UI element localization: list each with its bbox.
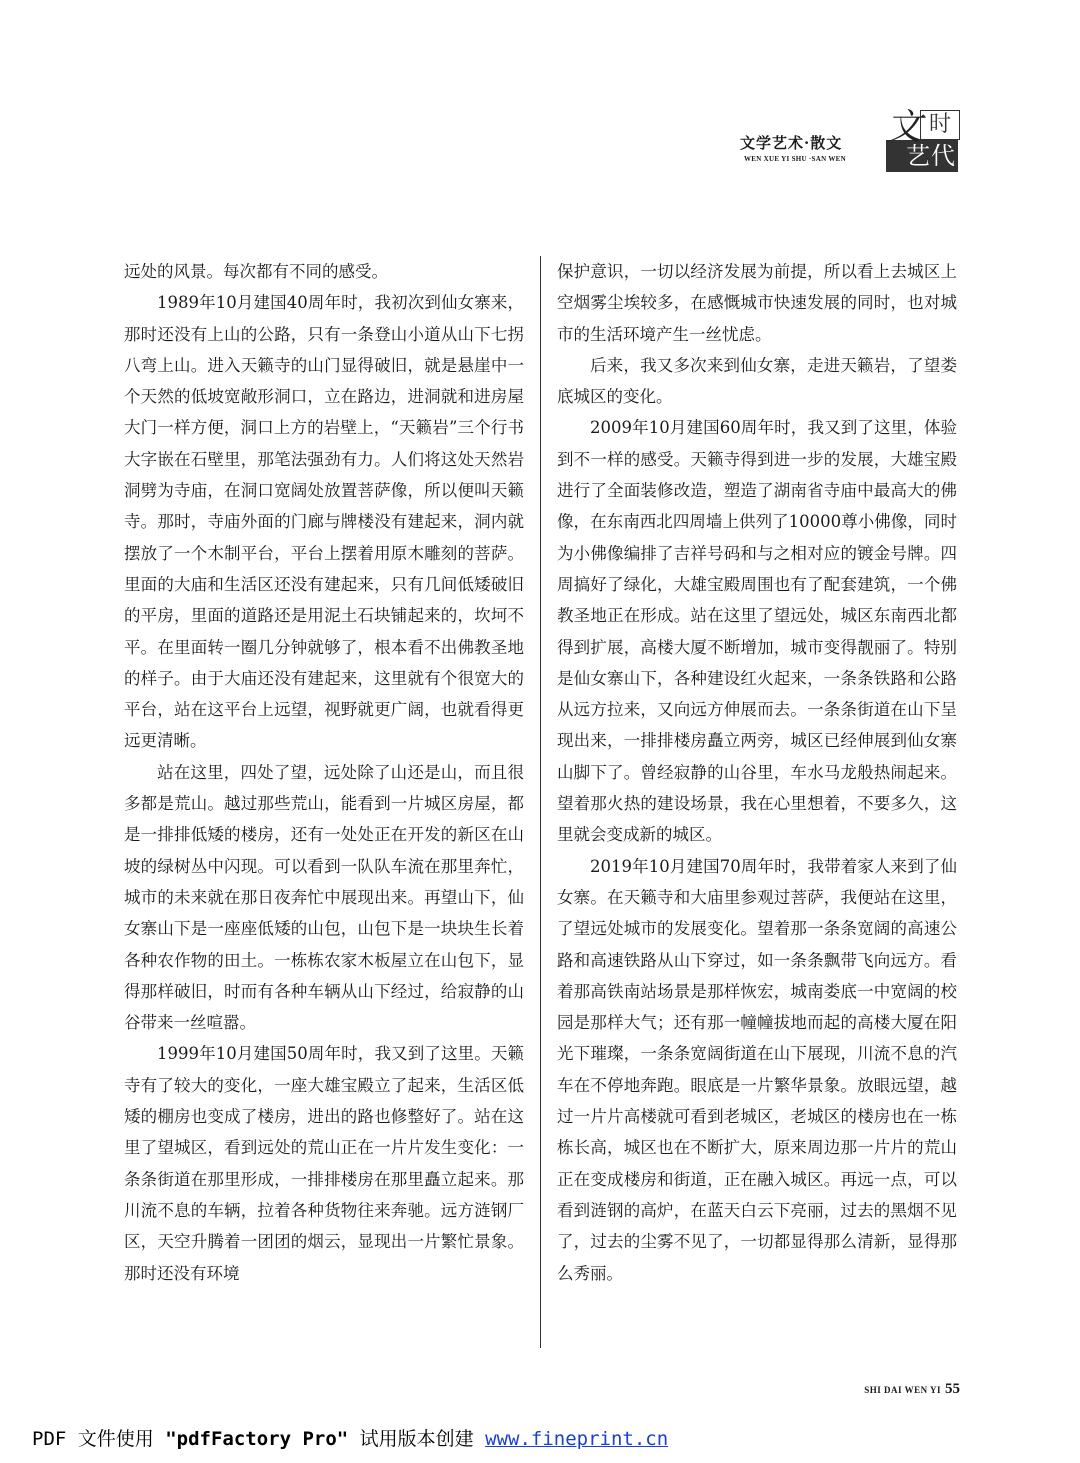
footer-brand: SHI DAI WEN YI bbox=[864, 1385, 941, 1395]
watermark-product: "pdfFactory Pro" bbox=[165, 1428, 349, 1450]
page-number: 55 bbox=[945, 1381, 960, 1397]
section-pinyin: WEN XUE YI SHU ·SAN WEN bbox=[744, 155, 847, 163]
paragraph: 保护意识，一切以经济发展为前提，所以看上去城区上空烟雾尘埃较多，在感慨城市快速发展的同时，也对城市的生活环境产生一丝忧虑。 bbox=[557, 262, 957, 344]
paragraph: 后来，我又多次来到仙女寨，走进天籁岩，了望娄底城区的变化。 bbox=[557, 355, 957, 407]
paragraph: 站在这里，四处了望，远处除了山还是山，而且很多都是荒山。越过那些荒山，能看到一片城区房屋，都是一排排低矮的楼房，还有一处处正在开发的新区在山坡的绿树丛中闪现。可以看到一队队车流在那里奔忙，城市的未来就在那日夜奔忙中展现出来。再望山下，仙女寨山下是一座座低矮的山包，山包下是一块块生长着各种农作物的田土。一栋栋农家木板屋立在山包下，显得那样破旧，时而有各种车辆从山下经过，给寂静的山谷带来一丝喧嚣。 bbox=[124, 762, 524, 1033]
left-column bbox=[124, 256, 524, 1289]
paragraph: 2009年10月建国60周年时，我又到了这里，体验到不一样的感受。天籁寺得到进一步的发展，大雄宝殿进行了全面装修改造，塑造了湖南省寺庙中最高大的佛像，在东南西北四周墙上供列了10000尊小佛像，同时为小佛像编排了吉祥号码和与之相对应的镀金号牌。四周搞好了绿化，大雄宝殿周围也有了配套建筑，一个佛教圣地正在形成。站在这里了望远处，城区东南西北都得到扩展，高楼大厦不断增加，城市变得靓丽了。特别是仙女寨山下，各种建设红火起来，一条条铁路和公路从远方拉来，又向远方伸展而去。一条条街道在山下呈现出来，一排排楼房矗立两旁，城区已经伸展到仙女寨山脚下了。曾经寂静的山谷里，车水马龙般热闹起来。望着那火热的建设场景，我在心里想着，不要多久，这里就会变成新的城区。 bbox=[557, 418, 957, 845]
watermark-middle: 试用版本创建 bbox=[348, 1428, 486, 1450]
page-header bbox=[740, 107, 960, 172]
page-footer bbox=[864, 1378, 960, 1398]
watermark-link[interactable]: www.fineprint.cn bbox=[485, 1428, 669, 1450]
paragraph: 1989年10月建国40周年时，我初次到仙女寨来，那时还没有上山的公路，只有一条登山小道从山下七拐八弯上山。进入天籁寺的山门显得破旧，就是悬崖中一个天然的低坡宽敞形洞口，立在路边，进洞就和进房屋大门一样方便，洞口上方的岩壁上，“天籁岩”三个行书大字嵌在石壁里，那笔法强劲有力。人们将这处天然岩洞劈为寺庙，在洞口宽阔处放置菩萨像，所以便叫天籁寺。那时，寺庙外面的门廊与牌楼没有建起来，洞内就摆放了一个木制平台，平台上摆着用原木雕刻的菩萨。里面的大庙和生活区还没有建起来，只有几间低矮破旧的平房，里面的道路还是用泥土石块铺起来的，坎坷不平。在里面转一圈几分钟就够了，根本看不出佛教圣地的样子。由于大庙还没有建起来，这里就有个很宽大的平台，站在这平台上远望，视野就更广阔，也就看得更远更清晰。 bbox=[124, 293, 524, 751]
pdf-watermark bbox=[32, 1424, 668, 1451]
watermark-prefix: PDF 文件使用 bbox=[32, 1428, 166, 1450]
right-column bbox=[557, 256, 957, 1289]
paragraph: 1999年10月建国50周年时，我又到了这里。天籁寺有了较大的变化，一座大雄宝殿立了起来，生活区低矮的棚房也变成了楼房，进出的路也修整好了。站在这里了望城区，看到远处的荒山正在一片片发生变化：一条条街道在那里形成，一排排楼房在那里矗立起来。那川流不息的车辆，拉着各种货物往来奔驰。远方涟钢厂区，天空升腾着一团团的烟云，显现出一片繁忙景象。那时还没有环境 bbox=[124, 1044, 524, 1283]
paragraph: 远处的风景。每次都有不同的感受。 bbox=[124, 262, 388, 281]
magazine-logo bbox=[886, 107, 958, 172]
logo-wen: 文 bbox=[886, 107, 923, 148]
logo-shi: 时 bbox=[920, 110, 960, 140]
column-divider bbox=[540, 256, 541, 1348]
logo-yidai: 艺代 bbox=[886, 140, 958, 172]
section-title: 文学艺术·散文 bbox=[740, 134, 843, 152]
paragraph: 2019年10月建国70周年时，我带着家人来到了仙女寨。在天籁寺和大庙里参观过菩萨，我便站在这里，了望远处城市的发展变化。望着那一条条宽阔的高速公路和高速铁路从山下穿过，如一条条飘带飞向远方。看着那高铁南站场景是那样恢宏，城南娄底一中宽阔的校园是那样大气；还有那一幢幢拔地而起的高楼大厦在阳光下璀璨，一条条宽阔街道在山下展现，川流不息的汽车在不停地奔跑。眼底是一片繁华景象。放眼远望，越过一片片高楼就可看到老城区，老城区的楼房也在一栋栋长高，城区也在不断扩大，原来周边那一片片的荒山正在变成楼房和街道，正在融入城区。再远一点，可以看到涟钢的高炉，在蓝天白云下亮丽，过去的黑烟不见了，过去的尘雾不见了，一切都显得那么清新，显得那么秀丽。 bbox=[557, 856, 957, 1283]
